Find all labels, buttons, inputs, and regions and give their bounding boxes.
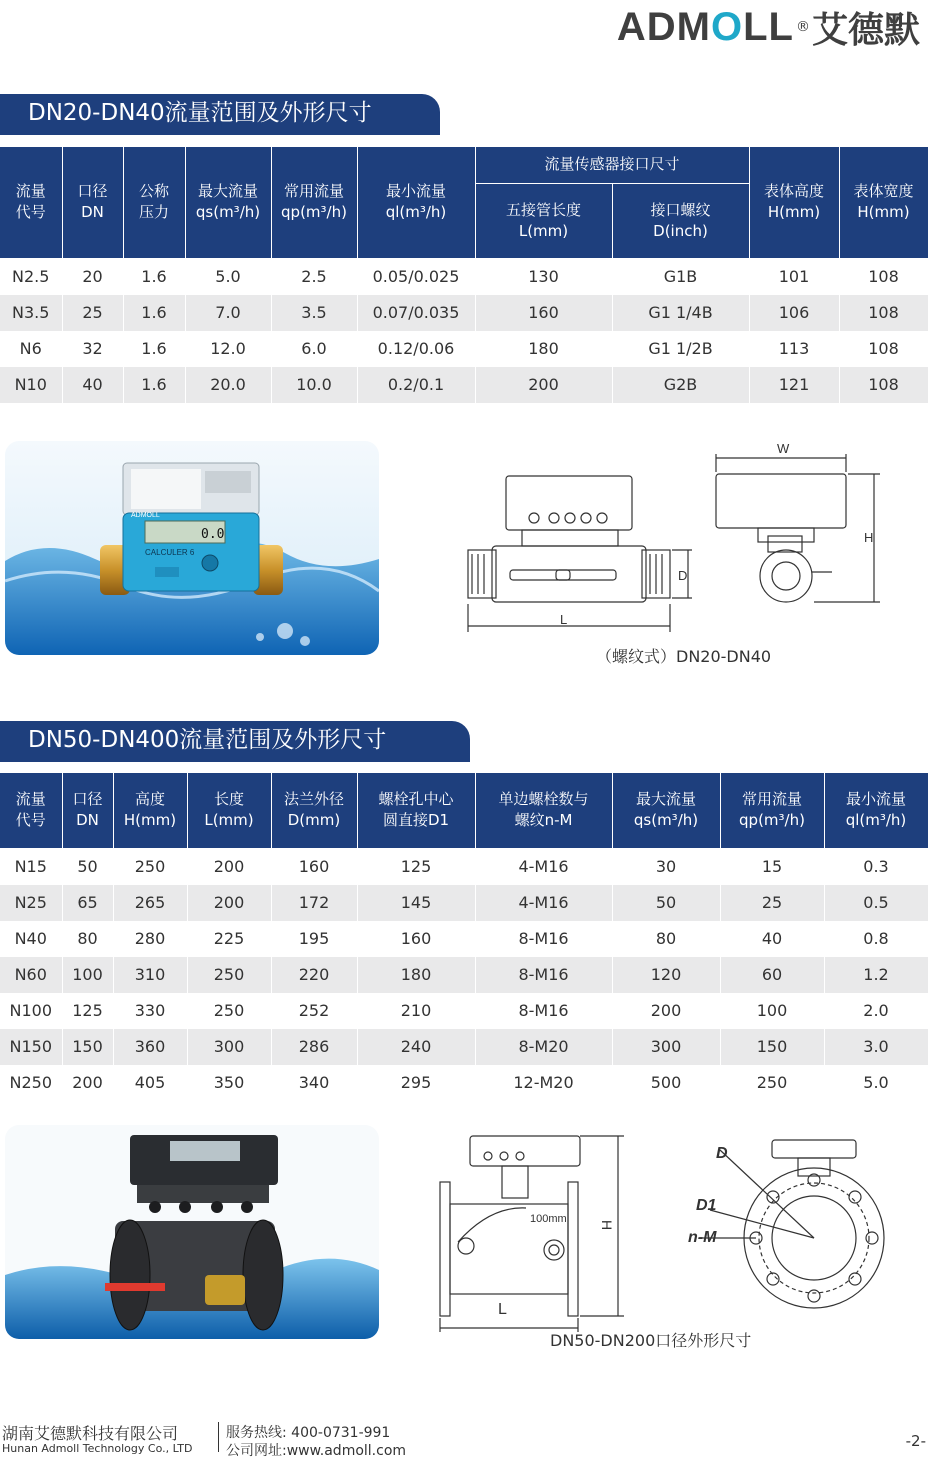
flange-meter-illustration [5,1125,379,1339]
table-cell: 300 [612,1029,720,1065]
table-cell: 5.0 [824,1065,928,1101]
table-cell: 286 [271,1029,357,1065]
table-row [0,1029,928,1065]
table-cell: 101 [749,258,839,295]
table-cell: 300 [187,1029,271,1065]
table-cell: 180 [475,331,612,367]
table-cell: G1 1/4B [612,295,749,331]
table-cell: 200 [187,848,271,885]
page-number: -2- [905,1432,926,1450]
table-cell: 2.5 [271,258,357,295]
footer-divider [218,1422,219,1452]
svg-text:CALCULER 6: CALCULER 6 [145,548,195,557]
table-cell: 250 [187,993,271,1029]
brand-latin: ADMOLL [616,4,794,49]
brand-chinese: 艾德默 [811,9,920,51]
table-cell: 172 [271,885,357,921]
column-header: 常用流量 qp(m³/h) [720,773,824,848]
table-cell: 1.6 [123,331,185,367]
table-cell: N3.5 [0,295,62,331]
drawing-caption-1: （螺纹式）DN20-DN40 [596,647,772,666]
table-cell: N100 [0,993,62,1029]
column-header: 最大流量 qs(m³/h) [612,773,720,848]
col-dn: 口径 DN [62,147,123,258]
table-row [0,993,928,1029]
table-cell: 25 [62,295,123,331]
table-cell: 150 [62,1029,113,1065]
spec-table-dn50-dn400 [0,773,929,1101]
col-code: 流量 代号 [0,147,62,258]
meter-photo-small [5,441,379,655]
table-cell: 160 [271,848,357,885]
table-cell: 405 [113,1065,187,1101]
section2-title: DN50-DN400流量范围及外形尺寸 [0,721,470,759]
table-cell: 1.6 [123,258,185,295]
column-header: 最小流量 ql(m³/h) [824,773,928,848]
col-interface-group: 流量传感器接口尺寸 [475,147,749,183]
table-cell: 200 [475,367,612,403]
table-cell: N250 [0,1065,62,1101]
table-cell: N10 [0,367,62,403]
table-cell: 50 [612,885,720,921]
table-cell: 1.6 [123,367,185,403]
svg-text:100mm: 100mm [530,1213,567,1225]
drawing-caption-2: DN50-DN200口径外形尺寸 [550,1331,752,1350]
table-cell: 12-M20 [475,1065,612,1101]
table-cell: 160 [357,921,475,957]
table-cell: 8-M16 [475,957,612,993]
table-row [0,921,928,957]
section1-title: DN20-DN40流量范围及外形尺寸 [0,94,440,132]
table-cell: 130 [475,258,612,295]
table-cell: 0.5 [824,885,928,921]
table-cell: 50 [62,848,113,885]
column-header: 法兰外径 D(mm) [271,773,357,848]
table-cell: 250 [113,848,187,885]
table-cell: 150 [720,1029,824,1065]
table-cell: 250 [720,1065,824,1101]
table-cell: G1B [612,258,749,295]
company-name-en: Hunan Admoll Technology Co., LTD [2,1442,193,1455]
svg-text:D1: D1 [696,1197,717,1214]
table-cell: 225 [187,921,271,957]
table-cell: G2B [612,367,749,403]
table-cell: 40 [720,921,824,957]
table-cell: 340 [271,1065,357,1101]
website: 公司网址:www.admoll.com [226,1443,407,1459]
table-cell: 120 [612,957,720,993]
column-header: 流量 代号 [0,773,62,848]
table-cell: 15 [720,848,824,885]
table-cell: 32 [62,331,123,367]
brand-logo: ADMOLL ® 艾德默 [617,4,920,50]
table-cell: 30 [612,848,720,885]
table-cell: 195 [271,921,357,957]
table-row [0,848,928,885]
table-cell: 12.0 [185,331,271,367]
table-cell: 108 [839,367,928,403]
table-row [0,885,928,921]
table-cell: 100 [720,993,824,1029]
table-cell: N40 [0,921,62,957]
table-cell: 113 [749,331,839,367]
table-cell: G1 1/2B [612,331,749,367]
column-header: 长度 L(mm) [187,773,271,848]
dimension-drawing-dn20-dn40 [440,436,890,636]
table-cell: 2.0 [824,993,928,1029]
col-tube-length: 五接管长度 L(mm) [475,183,612,258]
table-cell: 0.8 [824,921,928,957]
table-cell: 0.3 [824,848,928,885]
svg-text:L: L [498,1301,507,1318]
table-cell: 1.6 [123,295,185,331]
table-cell: 108 [839,331,928,367]
table-cell: 240 [357,1029,475,1065]
table-cell: N25 [0,885,62,921]
table-cell: 295 [357,1065,475,1101]
table-row [0,1065,928,1101]
table-cell: N15 [0,848,62,885]
svg-text:0.0: 0.0 [201,527,225,542]
svg-text:ADMOLL: ADMOLL [131,512,160,519]
col-width: 表体宽度 H(mm) [839,147,928,258]
table-cell: 8-M20 [475,1029,612,1065]
table-cell: 0.2/0.1 [357,367,475,403]
col-height: 表体高度 H(mm) [749,147,839,258]
column-header: 口径 DN [62,773,113,848]
table-cell: 180 [357,957,475,993]
company-name-cn: 湖南艾德默科技有限公司 [2,1424,179,1443]
table-row [0,258,928,295]
table-row [0,295,928,331]
table-cell: 125 [357,848,475,885]
col-thread: 接口螺纹 D(inch) [612,183,749,258]
table-cell: 108 [839,258,928,295]
table-cell: N60 [0,957,62,993]
table-cell: 121 [749,367,839,403]
table-cell: 6.0 [271,331,357,367]
table-cell: 0.07/0.035 [357,295,475,331]
table-cell: 4-M16 [475,885,612,921]
table-cell: 5.0 [185,258,271,295]
table-cell: 20.0 [185,367,271,403]
table-cell: 310 [113,957,187,993]
table-cell: N2.5 [0,258,62,295]
dimension-drawing-dn50-dn200 [430,1118,890,1334]
table-row [0,367,928,403]
table-cell: 220 [271,957,357,993]
table-cell: 4-M16 [475,848,612,885]
column-header: 螺栓孔中心 圆直接D1 [357,773,475,848]
col-qp: 常用流量 qp(m³/h) [271,147,357,258]
table-cell: 200 [612,993,720,1029]
column-header: 单边螺栓数与 螺纹n-M [475,773,612,848]
hotline: 服务热线: 400-0731-991 [226,1425,391,1441]
meter-photo-large [5,1125,379,1339]
svg-text:W: W [777,441,790,456]
table-cell: 0.05/0.025 [357,258,475,295]
table-cell: 20 [62,258,123,295]
footer [0,1418,930,1459]
meter-photo-illustration [5,441,379,655]
col-pressure: 公称 压力 [123,147,185,258]
col-ql: 最小流量 ql(m³/h) [357,147,475,258]
svg-text:D: D [678,568,688,583]
table-cell: 7.0 [185,295,271,331]
table-cell: 265 [113,885,187,921]
table-cell: 252 [271,993,357,1029]
table-cell: 200 [187,885,271,921]
svg-text:L: L [560,612,568,627]
table-row [0,331,928,367]
table-cell: 10.0 [271,367,357,403]
table-cell: N150 [0,1029,62,1065]
table-cell: 360 [113,1029,187,1065]
table-cell: 8-M16 [475,921,612,957]
table-cell: 3.5 [271,295,357,331]
table-cell: 160 [475,295,612,331]
table-cell: 250 [187,957,271,993]
table-cell: 100 [62,957,113,993]
table-cell: 200 [62,1065,113,1101]
table-cell: 25 [720,885,824,921]
table-cell: 8-M16 [475,993,612,1029]
spec-table-dn20-dn40 [0,147,929,403]
table-cell: 80 [612,921,720,957]
table-cell: 40 [62,367,123,403]
table-cell: N6 [0,331,62,367]
col-qs: 最大流量 qs(m³/h) [185,147,271,258]
table-cell: 500 [612,1065,720,1101]
table-cell: 60 [720,957,824,993]
table-cell: 3.0 [824,1029,928,1065]
table-cell: 106 [749,295,839,331]
svg-text:H: H [864,530,874,545]
svg-text:D: D [716,1145,728,1162]
table-cell: 108 [839,295,928,331]
table-cell: 330 [113,993,187,1029]
svg-text:n-M: n-M [688,1229,717,1246]
table-cell: 65 [62,885,113,921]
table-cell: 280 [113,921,187,957]
table-cell: 125 [62,993,113,1029]
table-cell: 80 [62,921,113,957]
column-header: 高度 H(mm) [113,773,187,848]
table-cell: 350 [187,1065,271,1101]
table-cell: 145 [357,885,475,921]
svg-text:H: H [599,1220,615,1231]
table-cell: 1.2 [824,957,928,993]
table-row [0,957,928,993]
table-cell: 210 [357,993,475,1029]
table-cell: 0.12/0.06 [357,331,475,367]
